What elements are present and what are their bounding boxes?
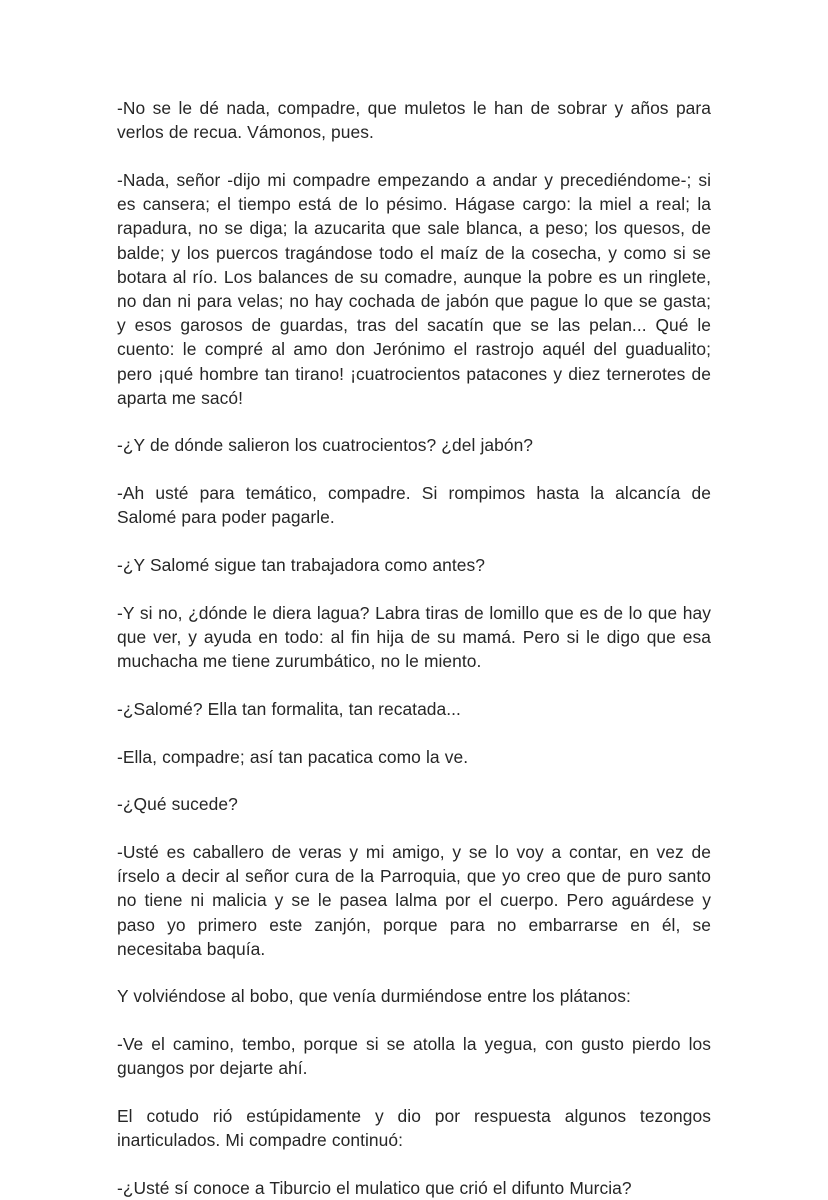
paragraph: El cotudo rió estúpidamente y dio por respuesta algunos tezongos inarticulados. Mi compadre continuó: bbox=[117, 1106, 711, 1151]
paragraph: -No se le dé nada, compadre, que muletos le han de sobrar y años para verlos de recua. Vámonos, pues. bbox=[117, 98, 711, 143]
paragraph: -¿Usté sí conoce a Tiburcio el mulatico que crió el difunto Murcia? bbox=[117, 1178, 632, 1198]
paragraph: -Usté es caballero de veras y mi amigo, y se lo voy a contar, en vez de írselo a decir al señor cura de la Parroquia, que yo creo que de puro santo no tiene ni malicia y se le pasea lalma por el cuerpo. Pero aguárdese y paso yo primero este zanjón, porque para no embarrarse en él, se necesitaba baquía. bbox=[117, 841, 711, 959]
paragraph: -Ah usté para temático, compadre. Si rompimos hasta la alcancía de Salomé para poder pagarle. bbox=[117, 483, 711, 528]
paragraph: -¿Salomé? Ella tan formalita, tan recatada... bbox=[117, 698, 461, 719]
paragraph: Y volviéndose al bobo, que venía durmiéndose entre los plátanos: bbox=[117, 986, 631, 1007]
paragraph: -Y si no, ¿dónde le diera lagua? Labra tiras de lomillo que es de lo que hay que ver, y ayuda en todo: al fin hija de su mamá. Pero si le digo que esa muchacha me tiene zurumbático, no le miento. bbox=[117, 602, 711, 672]
paragraph: -Ella, compadre; así tan pacatica como la ve. bbox=[117, 746, 469, 767]
paragraph: -¿Qué sucede? bbox=[117, 794, 238, 815]
body-text-column bbox=[117, 96, 711, 1200]
paragraph: -Nada, señor -dijo mi compadre empezando a andar y precediéndome-; si es cansera; el tiempo está de lo pésimo. Hágase cargo: la miel a real; la rapadura, no se diga; la azucarita que sale blanca, a peso; los quesos, de balde; y los puercos tragándose todo el maíz de la cosecha, y como si se botara al río. Los balances de su comadre, aunque la pobre es un ringlete, no dan ni para velas; no hay cochada de jabón que pague lo que se gasta; y esos garosos de guardas, tras del sacatín que se las pelan... Qué le cuento: le compré al amo don Jerónimo el rastrojo aquél del guadualito; pero ¡qué hombre tan tirano! ¡cuatrocientos patacones y diez ternerotes de aparta me sacó! bbox=[117, 169, 711, 408]
paragraph: -¿Y de dónde salieron los cuatrocientos? ¿del jabón? bbox=[117, 435, 534, 456]
paragraph: -Ve el camino, tembo, porque si se atolla la yegua, con gusto pierdo los guangos por dejarte ahí. bbox=[117, 1034, 711, 1079]
paragraph: -¿Y Salomé sigue tan trabajadora como antes? bbox=[117, 555, 485, 576]
